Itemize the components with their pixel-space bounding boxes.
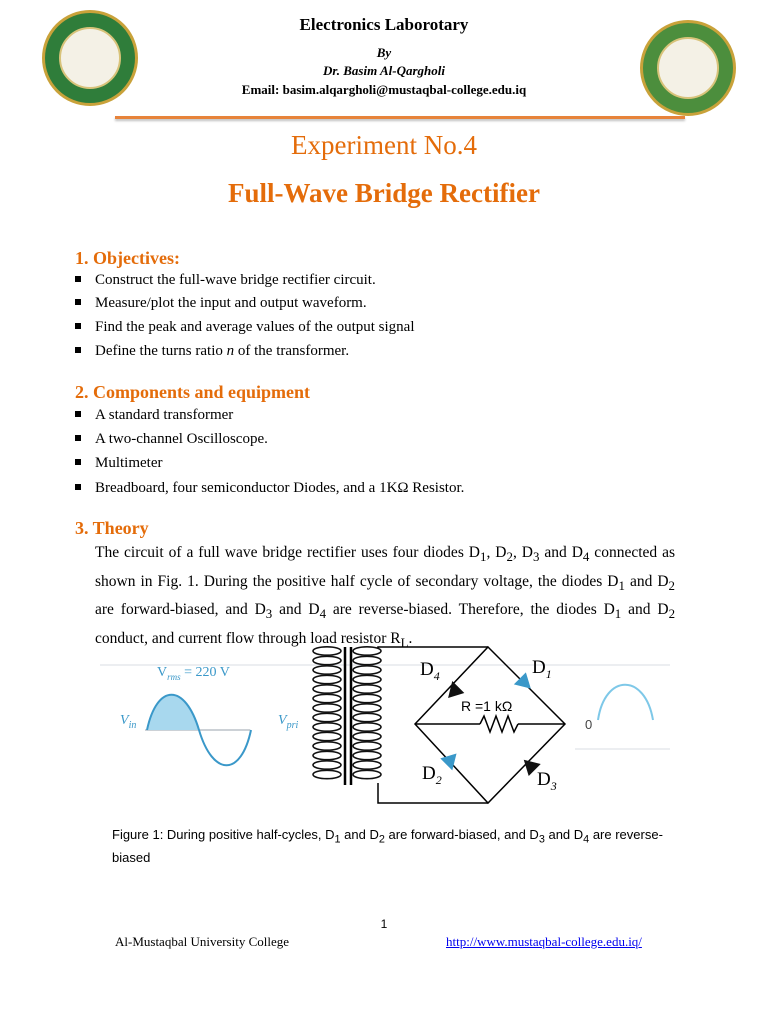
output-half-wave [598,685,653,720]
diode-d2 [440,748,463,771]
objective-item: Measure/plot the input and output waveform. [75,295,367,312]
svg-text:Vpri: $V_{pri}$ [278,713,299,731]
experiment-number: Experiment No.4 [291,130,477,160]
svg-text:Vrms = 220 V: $V_{rms} = 220$ V [157,665,230,682]
footer-link[interactable]: http://www.mustaqbal-college.edu.iq/ [446,934,642,949]
component-item: Multimeter [75,455,163,472]
primary-coil [313,647,341,779]
header-divider [115,116,685,119]
header-author: Dr. Basim Al-Qargholi [323,63,445,78]
theory-heading: 3. Theory [75,518,149,538]
svg-text:Vin: $V_{in}$ [120,713,137,731]
components-heading: 2. Components and equipment [75,382,311,402]
header-title: Electronics Laborotary [299,15,469,34]
component-item: A standard transformer [75,407,233,424]
footer-college: Al-Mustaqbal University College [115,934,290,949]
load-resistor [480,716,518,732]
svg-text:D1: $D_1$ [532,657,552,681]
svg-text:R =1 kΩ: R =1 kΩ [461,698,513,714]
page-number: 1 [380,917,388,931]
svg-text:D4: $D_4$ [420,659,440,683]
experiment-title: Full-Wave Bridge Rectifier [228,178,540,208]
svg-text:0: 0 [585,717,593,732]
objective-item: Find the peak and average values of the output signal [75,319,415,336]
figure-caption: Figure 1: During positive half-cycles, $D_1$ and $D_2$ are forward-biased, and $D_3$ and $D_4$ are reverse-biased [112,827,663,865]
objective-item: Define the turns ratio n of the transformer. [75,343,349,360]
bridge-rectifier-figure [95,645,675,815]
component-item: Breadboard, four semiconductor Diodes, and a 1KΩ Resistor. [75,480,464,497]
theory-paragraph: The circuit of a full wave bridge rectifier uses four diodes $D_1$, $D_2$, $D_3$ and $D_4$ connected as shown in Fig. 1. During the positive half cycle of secondary voltage, the diodes $D_1$ and $D_2$ are forward-biased, and $D_3$ and $D_4$ are reverse-biased. Therefore, the diodes $D_1$ and $D_2$ conduct, and current flow through load resistor $R_L$. [95,544,676,650]
header-email: Email: basim.alqargholi@mustaqbal-college.edu.iq [241,82,527,97]
secondary-coil [353,647,381,779]
header-by: By [376,45,392,60]
objectives-heading: 1. Objectives: [75,248,180,268]
svg-text:D3: $D_3$ [537,769,557,793]
svg-text:D2: $D_2$ [422,763,442,787]
component-item: A two-channel Oscilloscope. [75,431,268,448]
objective-item: Construct the full-wave bridge rectifier circuit. [75,272,376,289]
